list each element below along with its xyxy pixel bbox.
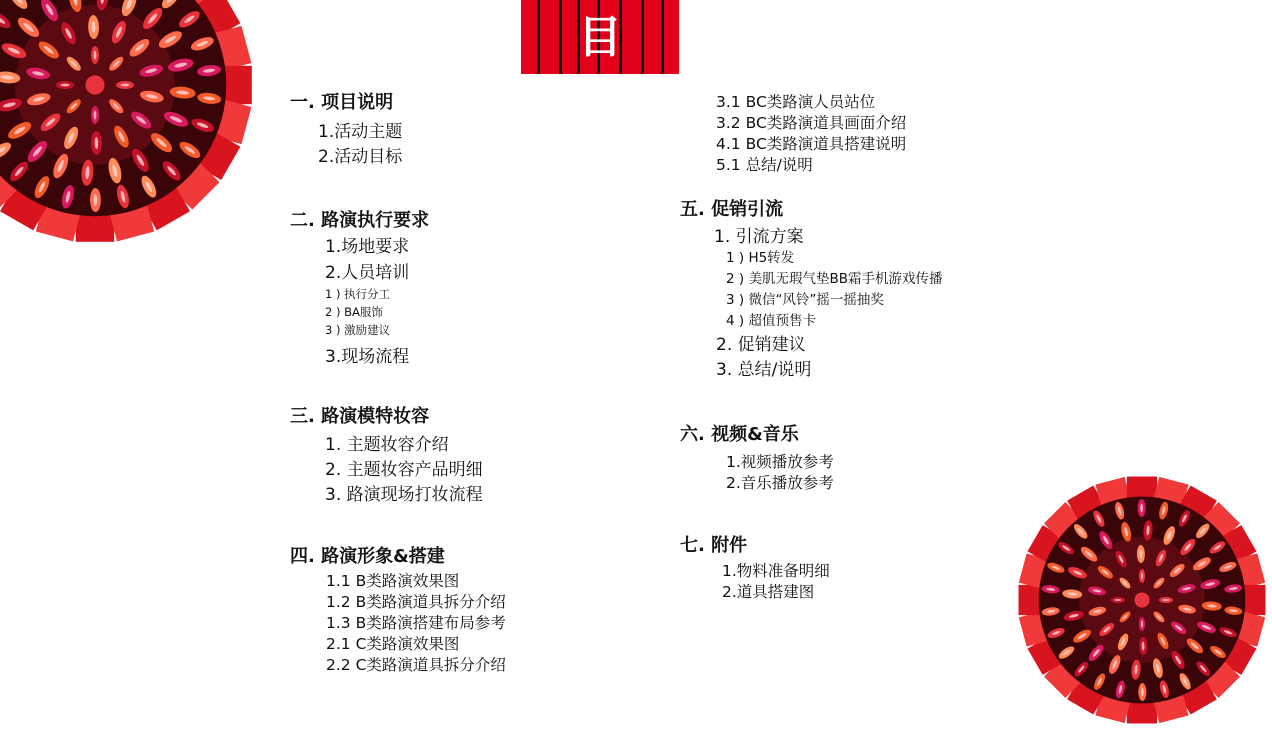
toc-item: 1.1 B类路演效果图 — [326, 569, 459, 591]
toc-subitem: 4 ) 超值预售卡 — [726, 309, 816, 329]
toc-item: 2.1 C类路演效果图 — [326, 632, 459, 654]
toc-item: 1.活动主题 — [318, 117, 402, 142]
decorative-burst-top-left — [0, 0, 260, 250]
toc-section-4 — [290, 546, 445, 568]
toc-item: 1.3 B类路演搭建布局参考 — [326, 611, 506, 633]
toc-item: 3.2 BC类路演道具画面介绍 — [716, 111, 906, 133]
toc-subitem: 3 ) 微信“风铃”摇一摇抽奖 — [726, 288, 884, 308]
page-title: 目 录 — [521, 8, 679, 128]
toc-item: 3. 路演现场打妆流程 — [325, 480, 483, 505]
toc-section-2 — [290, 210, 429, 232]
toc-item: 5.1 总结/说明 — [716, 153, 813, 175]
toc-item: 3.1 BC类路演人员站位 — [716, 90, 875, 112]
toc-item: 3.现场流程 — [325, 342, 409, 367]
toc-subitem: 1 ) H5转发 — [726, 246, 794, 266]
toc-item: 2.音乐播放参考 — [726, 471, 834, 493]
section-title: 七. 附件 — [680, 535, 747, 557]
decorative-burst-bottom-right — [1012, 470, 1272, 730]
toc-item: 3. 总结/说明 — [716, 355, 811, 380]
section-title: 三. 路演模特妆容 — [290, 406, 429, 428]
toc-item: 4.1 BC类路演道具搭建说明 — [716, 132, 906, 154]
toc-section-1 — [290, 92, 393, 114]
section-title: 五. 促销引流 — [680, 199, 783, 221]
toc-section-5 — [680, 199, 783, 221]
toc-section-7 — [680, 535, 747, 557]
section-title: 六. 视频&音乐 — [680, 424, 799, 446]
toc-subitem: 2 ) 美肌无瑕气垫BB霜手机游戏传播 — [726, 267, 942, 287]
toc-section-6 — [680, 424, 799, 446]
toc-item: 1.场地要求 — [325, 232, 409, 257]
toc-item: 2. 主题妆容产品明细 — [325, 455, 483, 480]
section-title: 四. 路演形象&搭建 — [290, 546, 445, 568]
section-title: 二. 路演执行要求 — [290, 210, 429, 232]
toc-item: 2.道具搭建图 — [722, 580, 814, 602]
toc-item: 1. 引流方案 — [714, 222, 804, 247]
toc-subitem: 3 ) 激励建议 — [325, 322, 390, 338]
toc-item: 2.2 C类路演道具拆分介绍 — [326, 653, 506, 675]
toc-item: 2.人员培训 — [325, 258, 409, 283]
toc-item: 1.视频播放参考 — [726, 450, 834, 472]
toc-section-3 — [290, 406, 429, 428]
toc-item: 2. 促销建议 — [716, 330, 806, 355]
toc-subitem: 2 ) BA服饰 — [325, 304, 383, 320]
toc-item: 1.2 B类路演道具拆分介绍 — [326, 590, 506, 612]
toc-item: 1. 主题妆容介绍 — [325, 430, 449, 455]
toc-item: 1.物料准备明细 — [722, 559, 830, 581]
toc-item: 2.活动目标 — [318, 142, 402, 167]
toc-subitem: 1 ) 执行分工 — [325, 286, 390, 302]
section-title: 一. 项目说明 — [290, 92, 393, 114]
title-banner — [521, 0, 679, 74]
